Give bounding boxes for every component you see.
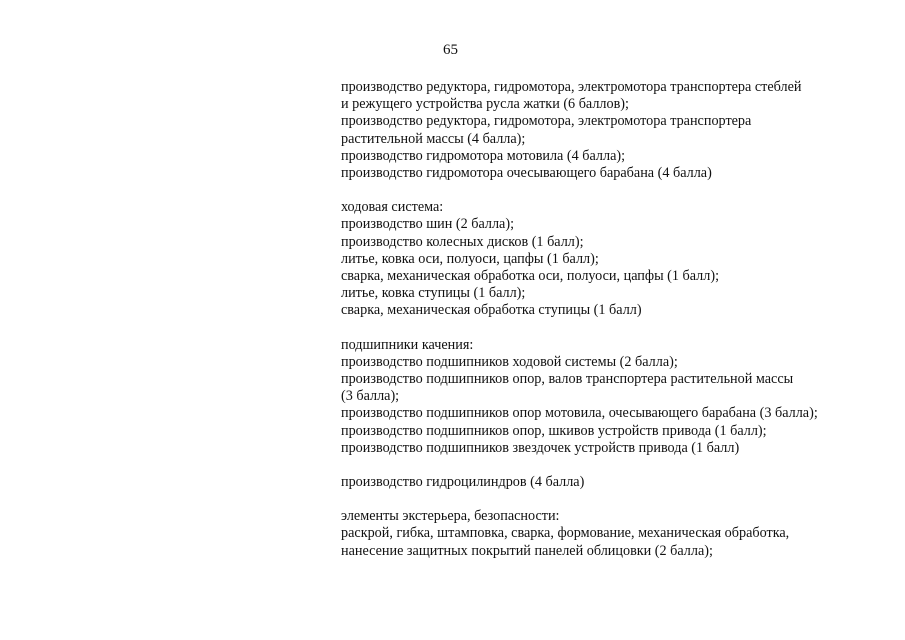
text-line: производство гидромотора мотовила (4 балла); [341, 147, 626, 164]
section-heading: подшипники качения: [341, 336, 474, 353]
section-harvester-drives [341, 79, 881, 182]
text-line: производство подшипников опор, валов транспортера растительной массы [341, 371, 794, 388]
text-line: нанесение защитных покрытий панелей облицовки (2 балла); [341, 542, 713, 559]
section-exterior-safety [341, 508, 881, 560]
text-line: литье, ковка оси, полуоси, цапфы (1 балл); [341, 250, 599, 267]
text-line: производство гидроцилиндров (4 балла) [341, 474, 585, 491]
text-line: производство шин (2 балла); [341, 216, 515, 233]
text-line: сварка, механическая обработка ступицы (1 балл) [341, 302, 642, 319]
text-line: (3 балла); [341, 388, 400, 405]
text-line: производство подшипников опор мотовила, очесывающего барабана (3 балла); [341, 405, 818, 422]
section-rolling-bearings [341, 337, 881, 457]
section-heading: элементы экстерьера, безопасности: [341, 508, 560, 525]
text-line: литье, ковка ступицы (1 балл); [341, 285, 526, 302]
document-body [341, 79, 881, 560]
text-line: производство гидромотора очесывающего барабана (4 балла) [341, 165, 712, 182]
section-hydraulic-cylinders [341, 474, 881, 491]
text-line: производство колесных дисков (1 балл); [341, 233, 584, 250]
section-heading: ходовая система: [341, 199, 444, 216]
text-line: производство редуктора, гидромотора, электромотора транспортера [341, 113, 752, 130]
text-line: раскрой, гибка, штамповка, сварка, формование, механическая обработка, [341, 525, 790, 542]
text-line: производство подшипников звездочек устройств привода (1 балл) [341, 439, 740, 456]
text-line: и режущего устройства русла жатки (6 баллов); [341, 96, 629, 113]
text-line: производство редуктора, гидромотора, электромотора транспортера стеблей [341, 79, 802, 95]
text-line: растительной массы (4 балла); [341, 130, 526, 147]
text-line: производство подшипников опор, шкивов устройств привода (1 балл); [341, 422, 767, 439]
page-number: 65 [443, 42, 458, 58]
text-line: производство подшипников ходовой системы (2 балла); [341, 353, 678, 370]
section-running-gear [341, 199, 881, 319]
text-line: сварка, механическая обработка оси, полуоси, цапфы (1 балл); [341, 268, 720, 285]
